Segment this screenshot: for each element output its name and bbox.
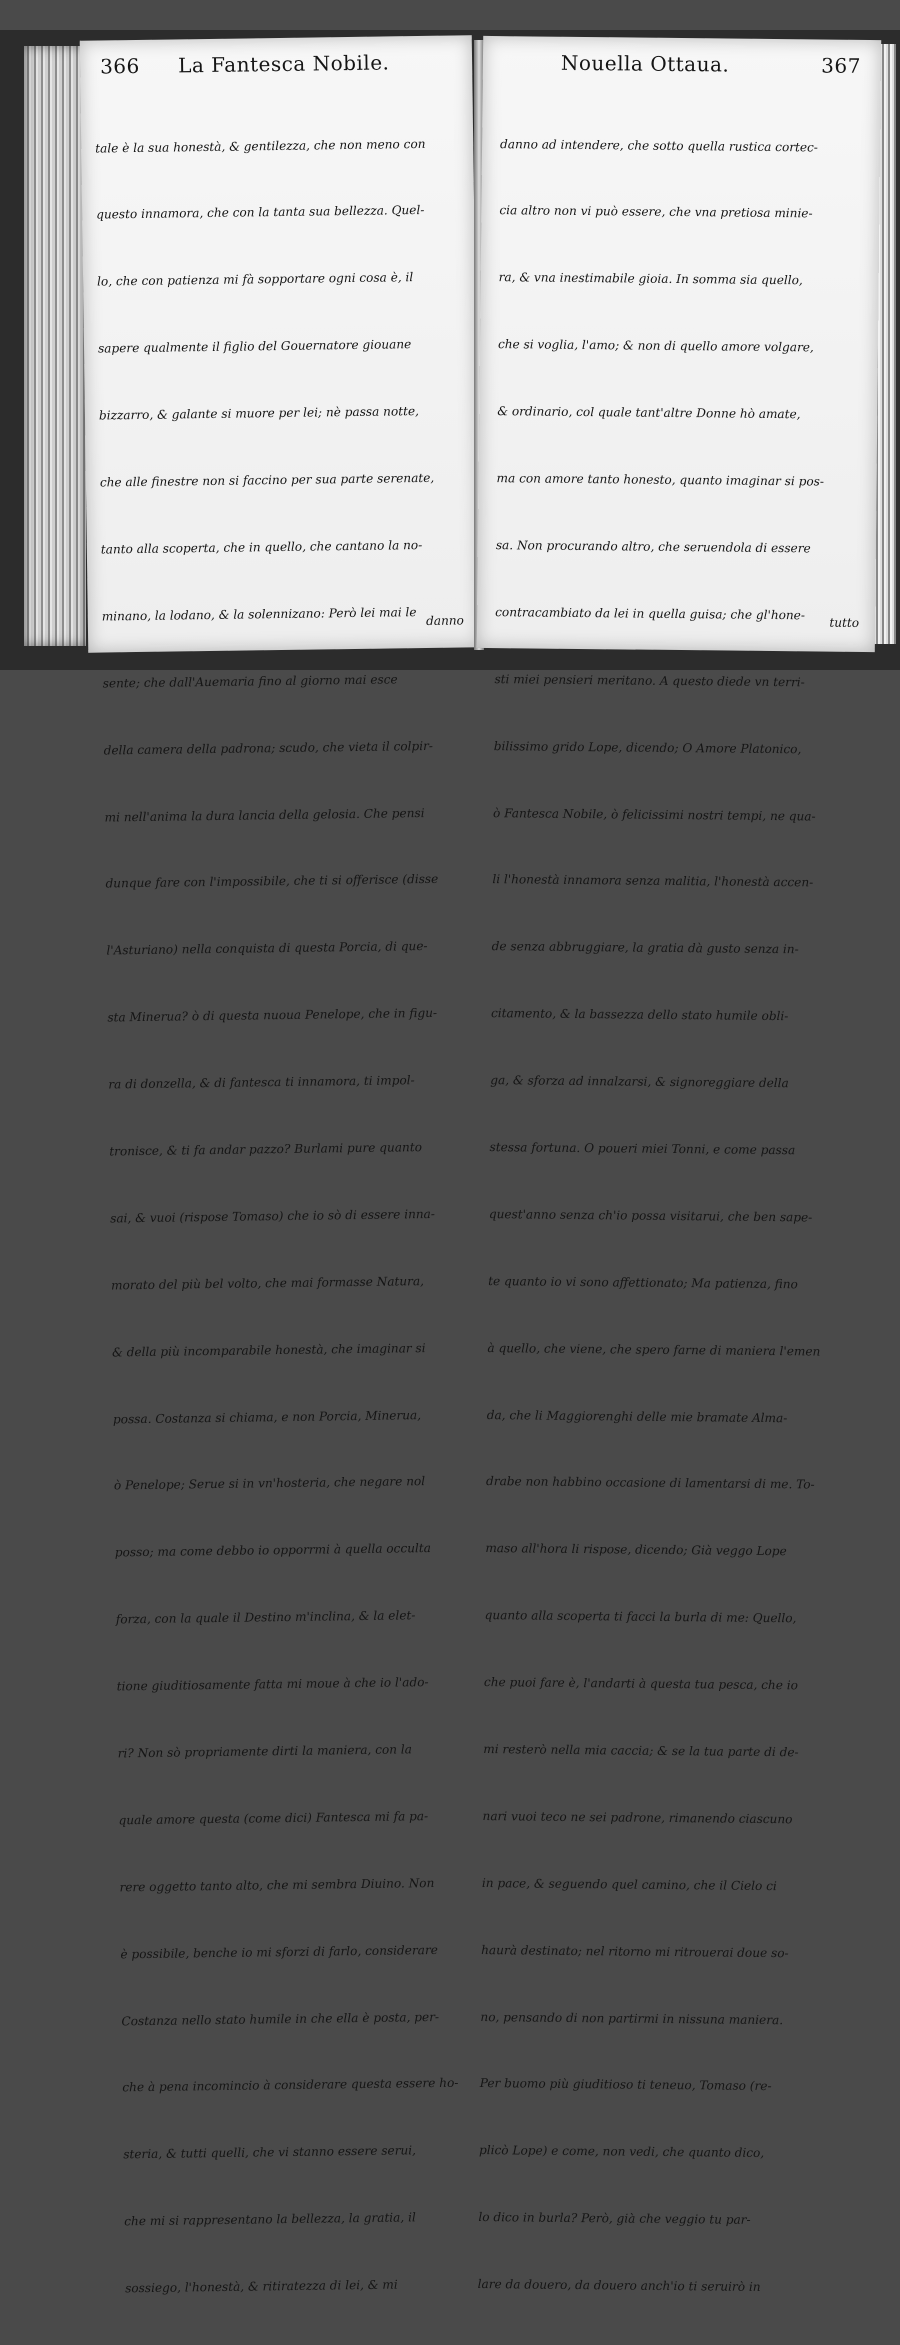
text-line: possa. Costanza si chiama, e non Porcia, Minerua,	[112, 1407, 422, 1426]
text-line: Per buomo più giuditioso ti teneuo, Tomaso (re-	[479, 2076, 772, 2094]
text-line: che à pena incomincio à considerare questa essere ho-	[122, 2076, 459, 2095]
left-page-header	[100, 50, 452, 89]
text-line: steria, & tutti quelli, che vi stanno essere serui,	[123, 2143, 417, 2162]
catchword: danno	[425, 613, 464, 628]
left-page	[80, 35, 481, 2296]
text-line: & della più incomparabile honestà, che imaginar si	[111, 1340, 426, 1360]
page-number: 366	[99, 53, 140, 79]
text-line: che si voglia, l'amo; & non di quello amore volgare,	[497, 337, 814, 355]
text-line: mi nell'anima la dura lancia della gelosia. Che pensi	[104, 805, 425, 824]
text-line: à quello, che viene, che spero farne di maniera l'emen	[487, 1340, 821, 1359]
text-line: minano, la lodano, & la solennizano: Però lei mai le	[101, 604, 417, 624]
text-line: rere oggetto tanto alto, che mi sembra Diuino. Non	[119, 1875, 435, 1895]
text-line: è possibile, benche io mi sforzi di farlo, considerare	[120, 1942, 438, 1962]
text-line: ra di donzella, & di fantesca ti innamora, ti impol-	[108, 1073, 415, 1092]
text-line: lare da douero, da douero anch'io ti seruirò in	[477, 2277, 761, 2295]
text-line: sa. Non procurando altro, che seruendola di essere	[495, 538, 811, 556]
text-line: lo, che con patienza mi fà sopportare ogni cosa è, il	[97, 270, 414, 289]
text-line: quale amore questa (come dici) Fantesca mi fa pa-	[118, 1808, 429, 1828]
text-line: sente; che dall'Auemaria fino al giorno mai esce	[102, 672, 398, 691]
text-line: tronisce, & ti fa andar pazzo? Burlami pure quanto	[109, 1140, 423, 1159]
text-line: questo innamora, che con la tanta sua bellezza. Quel-	[96, 203, 425, 223]
right-page	[477, 36, 881, 2295]
text-line: sai, & vuoi (rispose Tomaso) che io sò di essere inna-	[110, 1206, 435, 1226]
text-line: della camera della padrona; scudo, che vieta il colpir-	[103, 738, 434, 758]
text-line: plicò Lope) e come, non vedi, che quanto dico,	[479, 2143, 765, 2161]
text-line: in pace, & seguendo quel camino, che il Cielo ci	[481, 1875, 777, 1893]
text-line: ga, & sforza ad innalzarsi, & signoreggiare della	[490, 1073, 789, 1091]
text-line: de senza abbruggiare, la gratia dà gusto senza in-	[491, 939, 799, 957]
text-line: tale è la sua honestà, & gentilezza, che non meno con	[95, 136, 426, 156]
text-line: quanto alla scoperta ti facci la burla di me: Quello,	[484, 1608, 797, 1626]
text-line: sta Minerua? ò di questa nuoua Penelope, che in figu-	[107, 1006, 438, 1025]
text-line: ma con amore tanto honesto, quanto imaginar si pos-	[496, 471, 825, 489]
text-line: che mi si rappresentano la bellezza, la gratia, il	[124, 2210, 416, 2229]
running-title: La Fantesca Nobile.	[177, 50, 390, 78]
page-number: 367	[821, 53, 862, 78]
left-page-edges	[24, 46, 86, 646]
text-line: cia altro non vi può essere, che vna pretiosa minie-	[499, 203, 813, 221]
running-title: Nouella Ottaua.	[560, 50, 730, 77]
text-line: sapere qualmente il figlio del Gouernatore giouane	[97, 337, 412, 356]
text-line: citamento, & la bassezza dello stato humile obli-	[490, 1006, 789, 1024]
text-line: lo dico in burla? Però, già che veggio tu par-	[478, 2210, 751, 2228]
left-page-text	[94, 87, 491, 2344]
text-line: sossiego, l'honestà, & ritiratezza di lei, & mi	[125, 2277, 398, 2296]
text-line: tione giuditiosamente fatta mi moue à che io l'ado-	[116, 1675, 429, 1694]
text-line: no, pensando di non partirmi in nissuna maniera.	[480, 2009, 784, 2027]
right-page-header	[503, 50, 861, 88]
text-line: tanto alla scoperta, che in quello, che cantano la no-	[100, 537, 423, 557]
text-line: ra, & vna inestimabile gioia. In somma sia quello,	[498, 270, 803, 288]
text-line: Costanza nello stato humile in che ella è posta, per-	[121, 2009, 440, 2028]
text-line: bilissimo grido Lope, dicendo; O Amore Platonico,	[493, 738, 802, 756]
text-line: stessa fortuna. O poueri miei Tonni, e come passa	[489, 1140, 796, 1158]
text-line: & ordinario, col quale tant'altre Donne hò amate,	[497, 404, 801, 422]
text-line: quest'anno senza ch'io possa visitarui, che ben sape-	[488, 1206, 813, 1225]
text-line: danno ad intendere, che sotto quella rustica cortec-	[500, 136, 819, 155]
text-line: nari vuoi teco ne sei padrone, rimanendo ciascuno	[482, 1808, 793, 1827]
text-line: morato del più bel volto, che mai formasse Natura,	[111, 1273, 425, 1293]
text-line: bizzarro, & galante si muore per lei; nè passa notte,	[98, 404, 420, 423]
text-line: l'Asturiano) nella conquista di questa Porcia, di que-	[106, 939, 428, 958]
text-line: ri? Non sò propriamente dirti la maniera, con la	[117, 1742, 413, 1761]
text-line: drabe non habbino occasione di lamentarsi di me. To-	[486, 1474, 815, 1492]
text-line: haurà destinato; nel ritorno mi ritrouerai doue so-	[481, 1942, 789, 1960]
catchword: tutto	[829, 615, 860, 630]
text-line: maso all'hora li rispose, dicendo; Già veggo Lope	[485, 1541, 787, 1559]
text-line: da, che li Maggiorenghi delle mie bramate Alma-	[486, 1407, 788, 1425]
text-line: che alle finestre non si faccino per sua parte serenate,	[99, 470, 435, 490]
text-line: ò Fantesca Nobile, ò felicissimi nostri tempi, ne qua-	[493, 805, 816, 823]
text-line: sti miei pensieri meritano. A questo diede vn terri-	[494, 671, 805, 690]
text-line: che puoi fare è, l'andarti à questa tua pesca, che io	[483, 1675, 799, 1693]
text-line: ò Penelope; Serue si in vn'hosteria, che negare nol	[113, 1474, 426, 1493]
text-line: li l'honestà innamora senza malitia, l'honestà accen-	[492, 872, 814, 890]
text-line: posso; ma come debbo io opporrmi à quella occulta	[114, 1541, 431, 1560]
text-line: te quanto io vi sono affettionato; Ma patienza, fino	[488, 1273, 798, 1292]
text-line: dunque fare con l'impossibile, che ti si offerisce (disse	[105, 872, 439, 891]
text-line: forza, con la quale il Destino m'inclina, & la elet-	[115, 1608, 416, 1627]
text-line: contracambiato da lei in quella guisa; che gl'hone-	[495, 604, 806, 623]
text-line: mi resterò nella mia caccia; & se la tua parte di de-	[483, 1741, 799, 1760]
right-page-text	[477, 88, 871, 2344]
